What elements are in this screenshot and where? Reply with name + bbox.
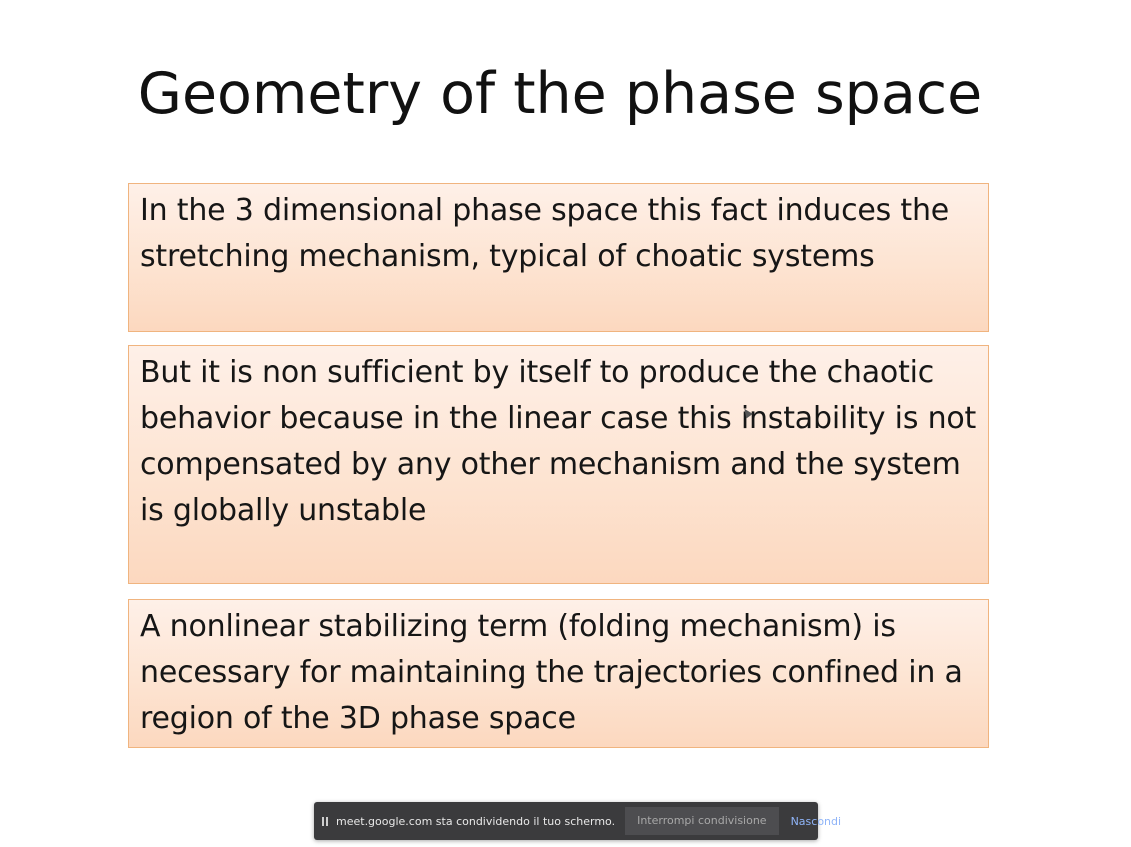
text-box-stretching (128, 183, 989, 332)
screen-share-bar (314, 802, 842, 840)
hide-button[interactable]: Nascondi (790, 814, 842, 828)
text-box-content: A nonlinear stabilizing term (folding mechanism) is necessary for maintaining the trajectories confined in a region of the 3D phase space (140, 609, 963, 736)
text-box-content: In the 3 dimensional phase space this fact induces the stretching mechanism, typical of choatic systems (140, 193, 950, 274)
pause-icon[interactable] (322, 817, 328, 826)
share-message: meet.google.com sta condividendo il tuo schermo. (336, 814, 616, 828)
text-box-folding (128, 599, 989, 748)
slide-title: Geometry of the phase space (137, 61, 983, 127)
text-box-linear-instability (128, 345, 989, 584)
stop-sharing-button[interactable]: Interrompi condivisione (625, 807, 779, 835)
text-box-content: But it is non sufficient by itself to produce the chaotic behavior because in the linear case this instability is not compensated by any other mechanism and the system is globally unstable (140, 355, 977, 528)
